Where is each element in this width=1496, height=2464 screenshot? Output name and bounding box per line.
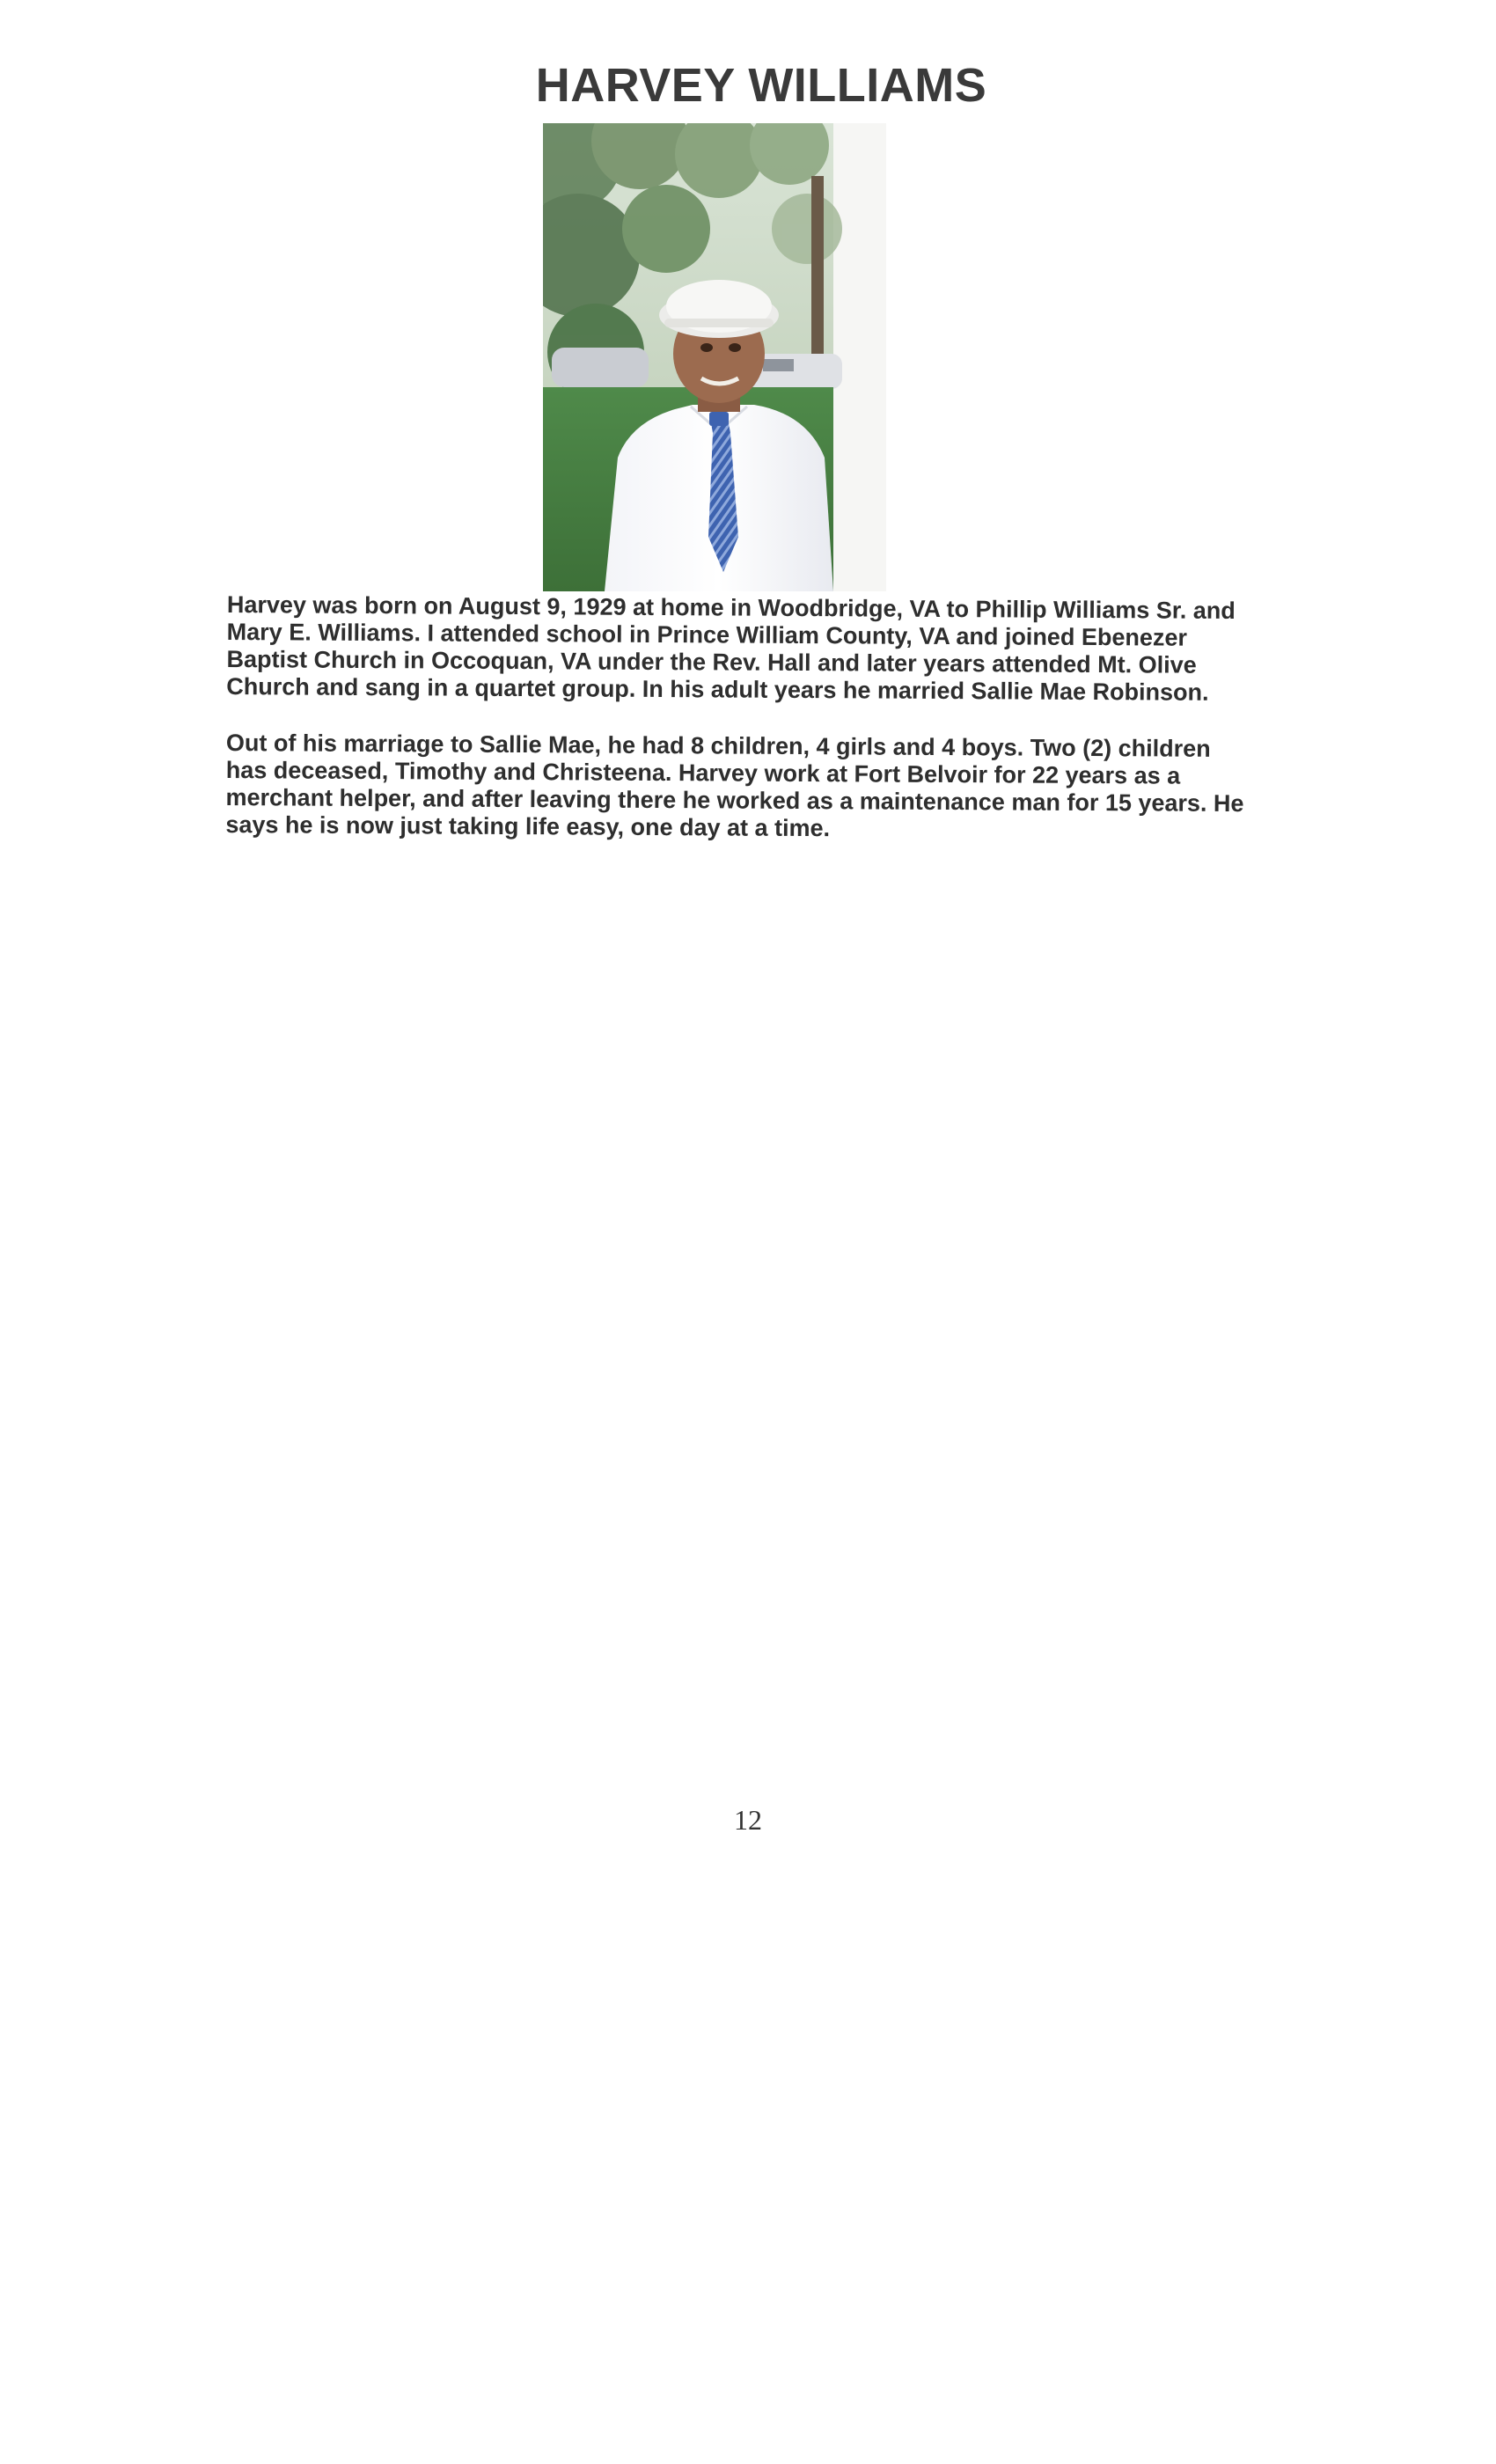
paragraph-1: Harvey was born on August 9, 1929 at home in Woodbridge, VA to Phillip Williams Sr. and Mary E. Williams. I attended school in Prince William County, VA and joined Ebenezer Baptist Church in Occoquan, VA under the Rev. Hall and later years attended Mt. Olive Church and sang in a quartet group. In his adult years he married Sallie Mae Robinson. xyxy=(226,591,1236,706)
page-number: 12 xyxy=(734,1804,762,1836)
portrait-photo xyxy=(543,123,886,591)
portrait-image xyxy=(543,123,886,591)
page-title: HARVEY WILLIAMS xyxy=(535,59,987,112)
paragraph-2: Out of his marriage to Sallie Mae, he had 8 children, 4 girls and 4 boys. Two (2) children has deceased, Timothy and Christeena. Harvey work at Fort Belvoir for 22 years as a merchant helper, and after leaving there he worked as a maintenance man for 15 years. He says he is now just taking life easy, one day at a time. xyxy=(225,729,1244,842)
biography-text xyxy=(225,591,1283,874)
